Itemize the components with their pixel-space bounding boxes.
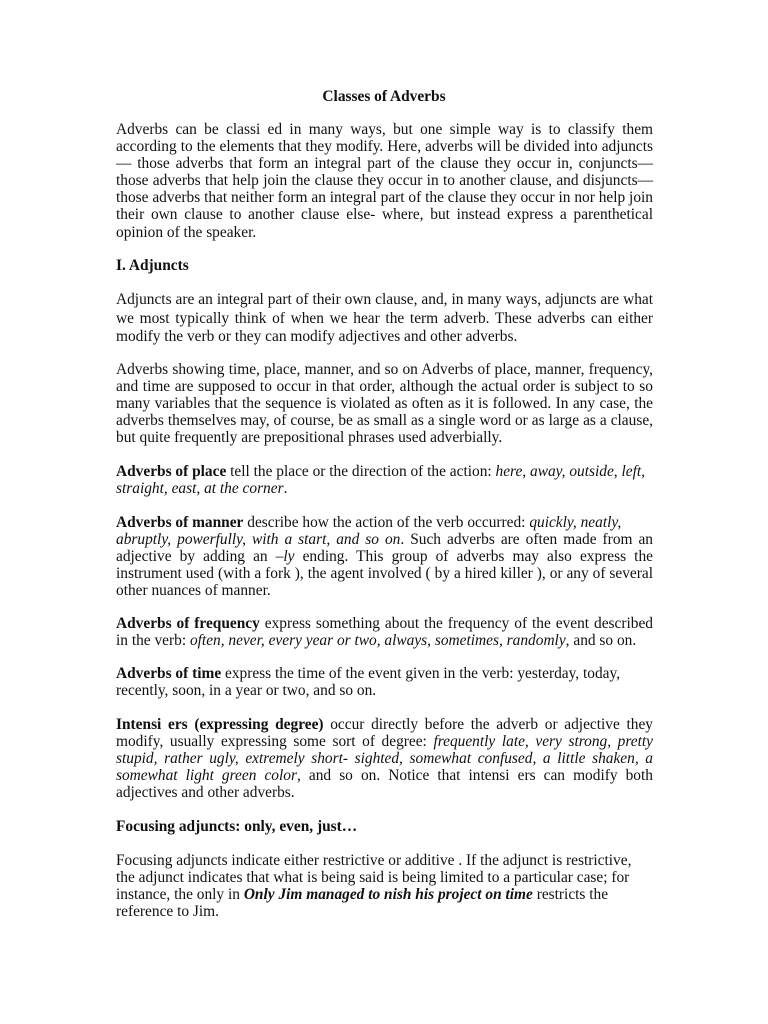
section-heading-adjuncts: I. Adjuncts — [116, 257, 189, 274]
time-paragraph — [116, 665, 653, 699]
manner-examples: quickly, neatly, — [529, 514, 622, 531]
manner-examples-continued: abruptly, powerfully, with a start, and so on — [116, 531, 401, 549]
time-term: Adverbs of time — [116, 665, 222, 682]
place-text: tell the place or the direction of the action: — [226, 463, 496, 480]
focusing-paragraph — [116, 852, 653, 920]
manner-suffix: ly — [283, 548, 295, 566]
intensifiers-end: , and so on. Notice that intensi ers can modify both adjectives and other adverbs. — [116, 767, 653, 802]
focusing-example: Only Jim managed to nish his project on time — [243, 886, 533, 904]
intro-paragraph: Adverbs can be classi ed in many ways, but one simple way is to classify them according to the elements that they modify. Here, adverbs will be divided into adjuncts— those adverbs that form an integral part of the clause they occur in, conjuncts— those adverbs that help join the clause they occur in to another clause, and disjuncts—those adverbs that neither form an integral part of the clause they occur in nor help join their own clause to another clause else- where, but instead express a parenthetical opinion of the speaker. — [116, 121, 653, 241]
adjuncts-paragraph: Adjuncts are an integral part of their own clause, and, in many ways, adjuncts are what we most typically think of when we hear the term adverb. These adverbs can either modify the verb or they can modify adjectives and other adverbs. — [116, 291, 653, 345]
place-end: . — [283, 480, 288, 498]
frequency-paragraph — [116, 615, 653, 649]
adverbs-showing-paragraph: Adverbs showing time, place, manner, and so on Adverbs of place, manner, frequency, and time are supposed to occur in that order, although the actual order is subject to so many variables that the sequence is violated as often as it is followed. In any case, the adverbs themselves may, of course, be as small as a single word or as large as a clause, but quite frequently are prepositional phrases used adverbially. — [116, 361, 653, 447]
focusing-line-2: the adjunct indicates that what is being said is being limited to a particular case; for — [116, 869, 630, 887]
time-text-continued: recently, soon, in a year or two, and so on. — [116, 682, 377, 700]
intensifiers-examples: frequently late, very strong, pretty stupid, rather ugly, extremely short- sighted, somewhat confused, a little shaken, a somewhat light green color — [116, 733, 653, 785]
intensifiers-text: occur directly before the adverb or adjective they modify, usually expressing some sort of degree: — [116, 716, 653, 751]
focusing-line-3-post: restricts the — [532, 886, 609, 904]
intensifiers-term: Intensi ers (expressing degree) — [116, 716, 324, 733]
place-examples-continued: straight, east, at the corner — [116, 480, 284, 498]
manner-paragraph — [116, 514, 653, 599]
focusing-line-1: Focusing adjuncts indicate either restrictive or additive . If the adjunct is restrictive, — [116, 852, 632, 869]
place-examples: here, away, outside, left, — [495, 463, 645, 480]
place-paragraph — [116, 463, 653, 497]
page-title: Classes of Adverbs — [322, 88, 446, 105]
manner-text: describe how the action of the verb occurred: — [243, 514, 530, 531]
focusing-heading: Focusing adjuncts: only, even, just… — [116, 818, 358, 835]
manner-rest-2: ending. This group of adverbs may also express the instrument used (with a fork ), the agent involved ( by a hired killer ), or any of several other nuances of manner. — [116, 548, 653, 600]
intensifiers-paragraph — [116, 716, 653, 801]
manner-term: Adverbs of manner — [116, 514, 244, 531]
focusing-line-3-pre: instance, the only in — [116, 886, 244, 904]
frequency-examples: often, never, every year or two, always, sometimes, randomly — [189, 632, 566, 650]
time-text: express the time of the event given in the verb: yesterday, today, — [221, 665, 621, 682]
frequency-term: Adverbs of frequency — [116, 615, 260, 632]
frequency-text: express something about the frequency of the event described in the verb: — [116, 615, 653, 650]
place-term: Adverbs of place — [116, 463, 227, 480]
manner-rest: . Such adverbs are often made from an adjective by adding an – — [116, 531, 653, 566]
frequency-end: , and so on. — [565, 632, 637, 650]
focusing-line-4: reference to Jim. — [116, 903, 219, 921]
